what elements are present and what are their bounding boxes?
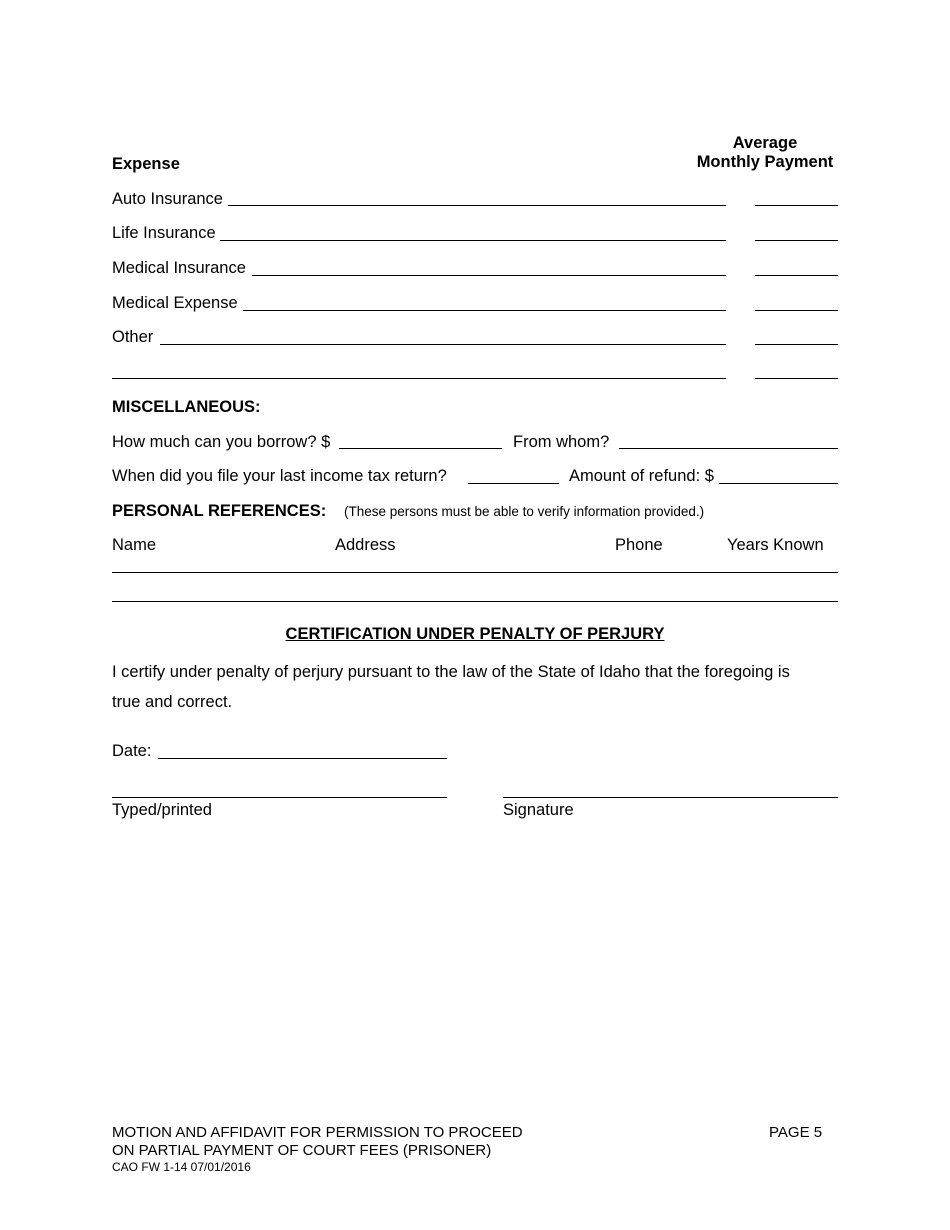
date-field[interactable]: [158, 758, 447, 759]
reference-entry-line-2[interactable]: [112, 601, 838, 602]
certification-text-line-1: I certify under penalty of perjury pursuant to the law of the State of Idaho that the foregoing is: [112, 663, 790, 681]
medical-expense-field[interactable]: [243, 310, 726, 311]
tax-return-label: When did you file your last income tax return?: [112, 467, 447, 485]
typed-printed-name-field[interactable]: [112, 797, 447, 798]
footer-title-line-2: ON PARTIAL PAYMENT OF COURT FEES (PRISONER): [112, 1142, 492, 1159]
personal-references-heading: PERSONAL REFERENCES:: [112, 502, 327, 520]
borrow-amount-field[interactable]: [339, 448, 502, 449]
expense-label-medical-expense: Medical Expense: [112, 294, 238, 312]
reference-name-header: Name: [112, 536, 157, 554]
life-insurance-amount-field[interactable]: [755, 240, 838, 241]
average-header-line: Average: [732, 134, 798, 152]
refund-amount-field[interactable]: [719, 483, 838, 484]
typed-printed-label: Typed/printed: [112, 801, 212, 819]
monthly-payment-header-line: Monthly Payment: [696, 153, 834, 171]
footer-form-code: CAO FW 1-14 07/01/2016: [112, 1160, 251, 1174]
expense-label-auto-insurance: Auto Insurance: [112, 190, 223, 208]
footer-title-line-1: MOTION AND AFFIDAVIT FOR PERMISSION TO PROCEED: [112, 1124, 523, 1141]
expense-column-header: Expense: [112, 155, 180, 173]
reference-address-header: Address: [335, 536, 396, 554]
medical-expense-amount-field[interactable]: [755, 310, 838, 311]
expense-label-life-insurance: Life Insurance: [112, 224, 216, 242]
date-label: Date:: [112, 742, 152, 760]
extra-expense-amount-field[interactable]: [755, 378, 838, 379]
signature-label: Signature: [503, 801, 574, 819]
medical-insurance-amount-field[interactable]: [755, 275, 838, 276]
miscellaneous-heading: MISCELLANEOUS:: [112, 398, 261, 416]
expense-label-medical-insurance: Medical Insurance: [112, 259, 246, 277]
from-whom-label: From whom?: [513, 433, 610, 451]
personal-references-note: (These persons must be able to verify information provided.): [344, 504, 705, 519]
signature-field[interactable]: [503, 797, 838, 798]
borrow-label: How much can you borrow? $: [112, 433, 331, 451]
certification-text-line-2: true and correct.: [112, 693, 233, 711]
medical-insurance-field[interactable]: [252, 275, 726, 276]
auto-insurance-field[interactable]: [228, 205, 726, 206]
refund-label: Amount of refund: $: [569, 467, 714, 485]
tax-return-date-field[interactable]: [468, 483, 559, 484]
extra-expense-field[interactable]: [112, 378, 726, 379]
other-expense-field[interactable]: [160, 344, 726, 345]
reference-phone-header: Phone: [615, 536, 663, 554]
page-number: PAGE 5: [769, 1124, 823, 1141]
reference-entry-line-1[interactable]: [112, 572, 838, 573]
reference-years-known-header: Years Known: [727, 536, 824, 554]
from-whom-field[interactable]: [619, 448, 838, 449]
other-expense-amount-field[interactable]: [755, 344, 838, 345]
expense-label-other: Other: [112, 328, 154, 346]
certification-title: CERTIFICATION UNDER PENALTY OF PERJURY: [285, 625, 665, 643]
auto-insurance-amount-field[interactable]: [755, 205, 838, 206]
average-monthly-payment-header: [690, 134, 840, 172]
life-insurance-field[interactable]: [220, 240, 726, 241]
